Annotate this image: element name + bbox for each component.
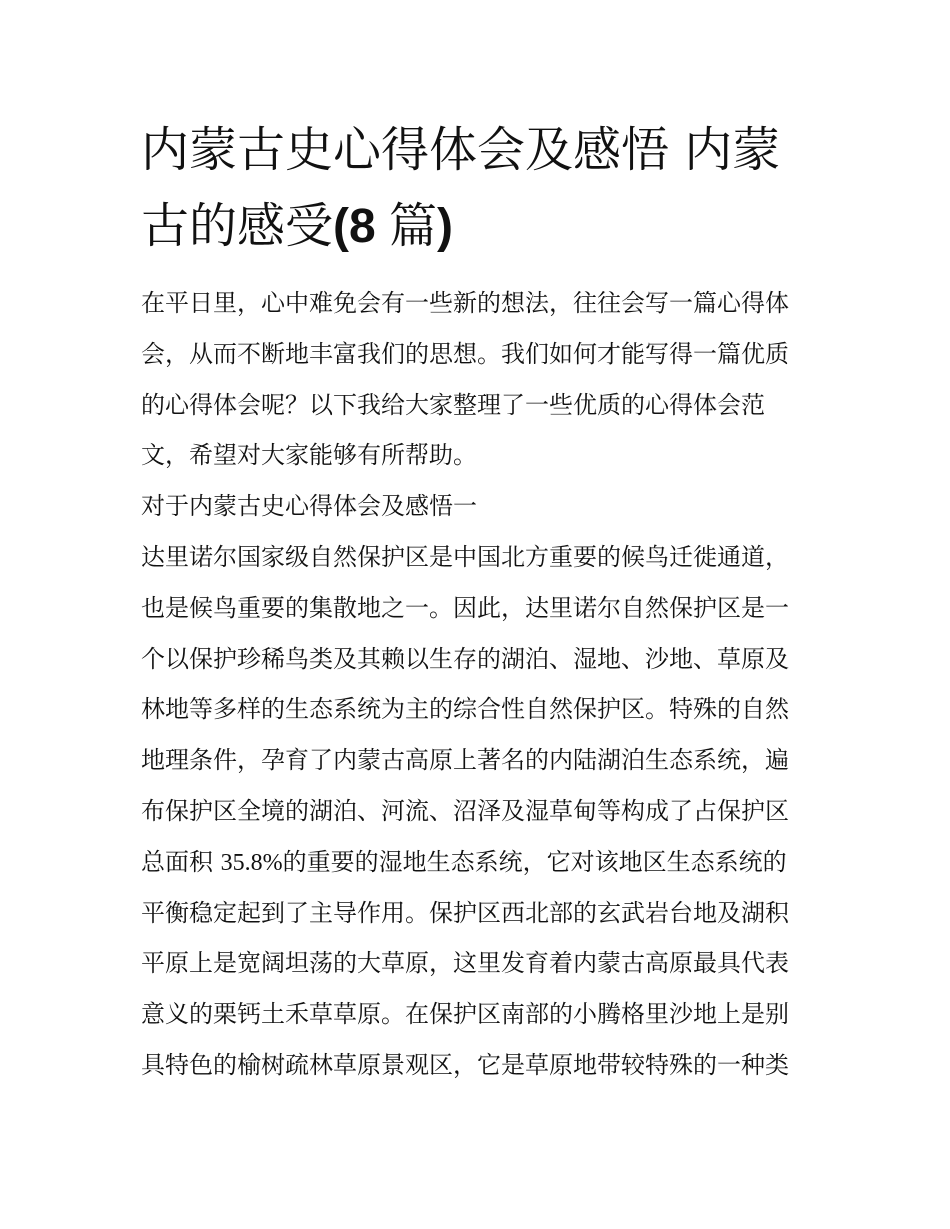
- title-count-unit: 篇: [389, 198, 438, 254]
- section-line: 个以保护珍稀鸟类及其赖以生存的湖泊、湿地、沙地、草原及: [141, 644, 789, 673]
- section-line: 平衡稳定起到了主导作用。保护区西北部的玄武岩台地及湖积: [141, 898, 789, 927]
- section-line: 平原上是宽阔坦荡的大草原，这里发育着内蒙古高原最具代表: [141, 949, 789, 978]
- intro-line: 的心得体会呢？以下我给大家整理了一些优质的心得体会范: [141, 390, 765, 419]
- section-line: 林地等多样的生态系统为主的综合性自然保护区。特殊的自然: [141, 695, 789, 724]
- section-line-with-percentage: [141, 837, 831, 888]
- intro-line: 文，希望对大家能够有所帮助。: [141, 441, 477, 470]
- title-line-1: 内蒙古史心得体会及感悟 内蒙: [141, 122, 781, 178]
- section-line: 具特色的榆树疏林草原景观区，它是草原地带较特殊的一种类: [141, 1050, 789, 1079]
- section-heading: 对于内蒙古史心得体会及感悟一: [141, 492, 477, 521]
- section-line: 布保护区全境的湖泊、河流、沼泽及湿草甸等构成了占保护区: [141, 796, 789, 825]
- intro-line: 在平日里，心中难免会有一些新的想法，往往会写一篇心得体: [141, 289, 789, 317]
- section-line: 地理条件，孕育了内蒙古高原上著名的内陆湖泊生态系统，遍: [141, 746, 789, 775]
- document-body: [141, 278, 831, 1091]
- document-title: [141, 112, 821, 265]
- title-line-2-text: 古的感受: [141, 198, 334, 254]
- title-count-close: ): [437, 200, 454, 253]
- section-line: 达里诺尔国家级自然保护区是中国北方重要的候鸟迁徙通道，: [141, 542, 789, 571]
- percentage-value: 35.8%: [220, 849, 283, 876]
- intro-line: 会，从而不断地丰富我们的思想。我们如何才能写得一篇优质: [141, 339, 789, 368]
- title-count-open: (8: [333, 200, 390, 253]
- title-line-2: [141, 188, 821, 265]
- section-line: 意义的栗钙土禾草草原。在保护区南部的小腾格里沙地上是别: [141, 1000, 789, 1029]
- section-line: 也是候鸟重要的集散地之一。因此，达里诺尔自然保护区是一: [141, 593, 789, 622]
- percentage-line-before: 总面积: [141, 847, 221, 876]
- percentage-line-after: 的重要的湿地生态系统，它对该地区生态系统的: [282, 847, 787, 876]
